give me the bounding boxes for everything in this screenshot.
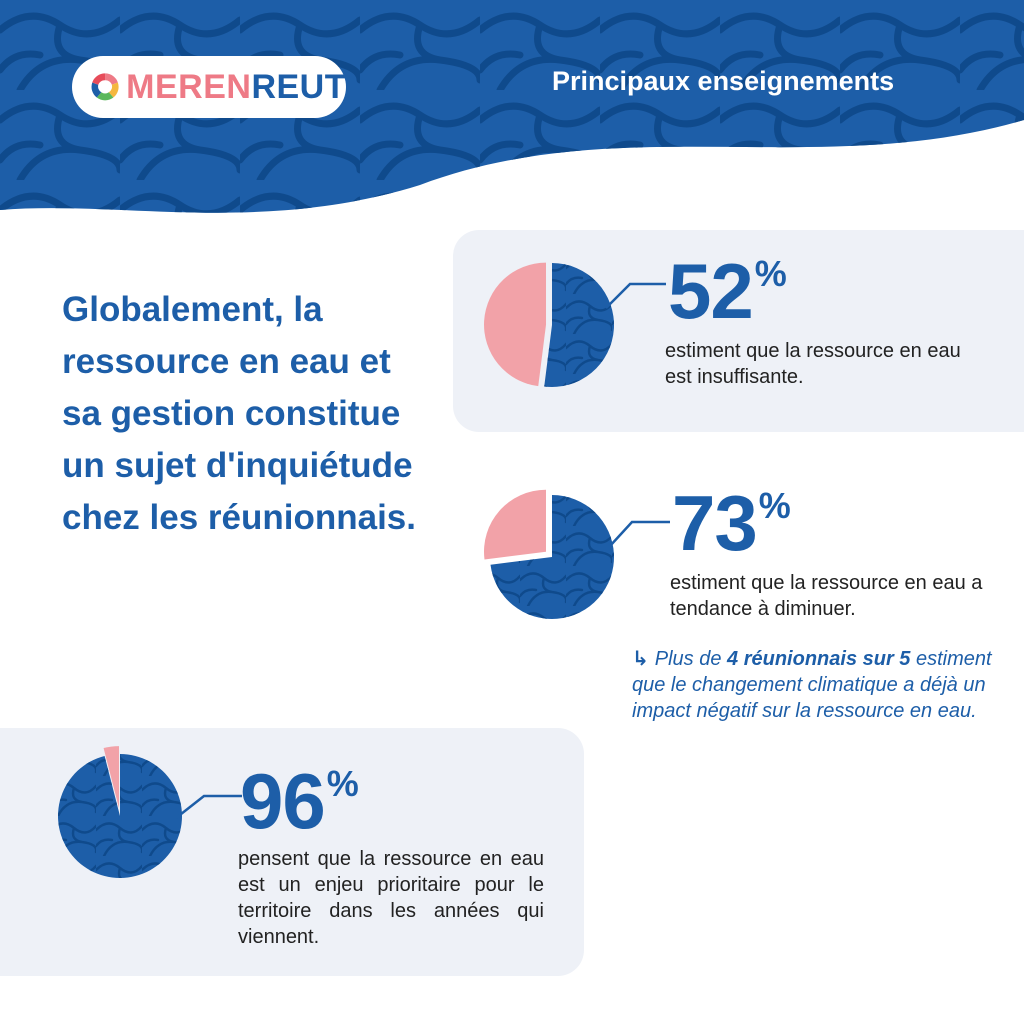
climate-note [632, 646, 1002, 724]
section-title: Principaux enseignements [552, 66, 895, 96]
note-strong: 4 réunionnais sur 5 [727, 648, 911, 670]
note-rest: estiment que le changement climatique a déjà un impact négatif sur la ressource en eau. [632, 648, 992, 722]
stat-value-1 [668, 247, 787, 335]
pie-chart-3 [50, 736, 246, 886]
pie-chart-2 [474, 486, 674, 628]
note-lead: Plus de [654, 648, 728, 670]
brand-name-part1: MEREN [126, 67, 252, 106]
brand-name [126, 68, 346, 107]
stat-number-3: 96 [240, 757, 325, 845]
stat-description-3: pensent que la ressource en eau est un enjeu prioritaire pour le territoire dans les années qui viennent. [238, 848, 544, 948]
rotor-logo-icon [90, 67, 120, 107]
stat-unit-2: % [758, 485, 791, 526]
pie-1-leader-line [606, 284, 666, 308]
stat-unit-3: % [326, 763, 359, 804]
stat-value-2 [672, 479, 791, 567]
pie-2-leader-line [610, 522, 670, 546]
pie-2-slice-rest [484, 490, 546, 560]
pie-3-leader-line [176, 796, 242, 818]
brand-logo [72, 56, 346, 118]
stat-number-1: 52 [668, 247, 753, 335]
stat-number-2: 73 [672, 479, 757, 567]
stat-description-1: estiment que la ressource en eau est insuffisante. [665, 340, 961, 388]
stat-value-3 [240, 757, 359, 845]
pie-1-slice-rest [484, 263, 546, 387]
pie-chart-1 [474, 254, 670, 396]
pie-3-slice-texture [58, 754, 182, 878]
return-arrow-icon: ↳ [632, 648, 649, 670]
pie-1-slice-texture [544, 263, 614, 387]
headline: Globalement, la ressource en eau et sa gestion constitue un sujet d'inquiétude chez les réunionnais. [62, 290, 416, 537]
stat-unit-1: % [754, 253, 787, 294]
stat-description-2: estiment que la ressource en eau a tendance à diminuer. [670, 572, 983, 620]
brand-name-part2: REUT [251, 67, 346, 106]
